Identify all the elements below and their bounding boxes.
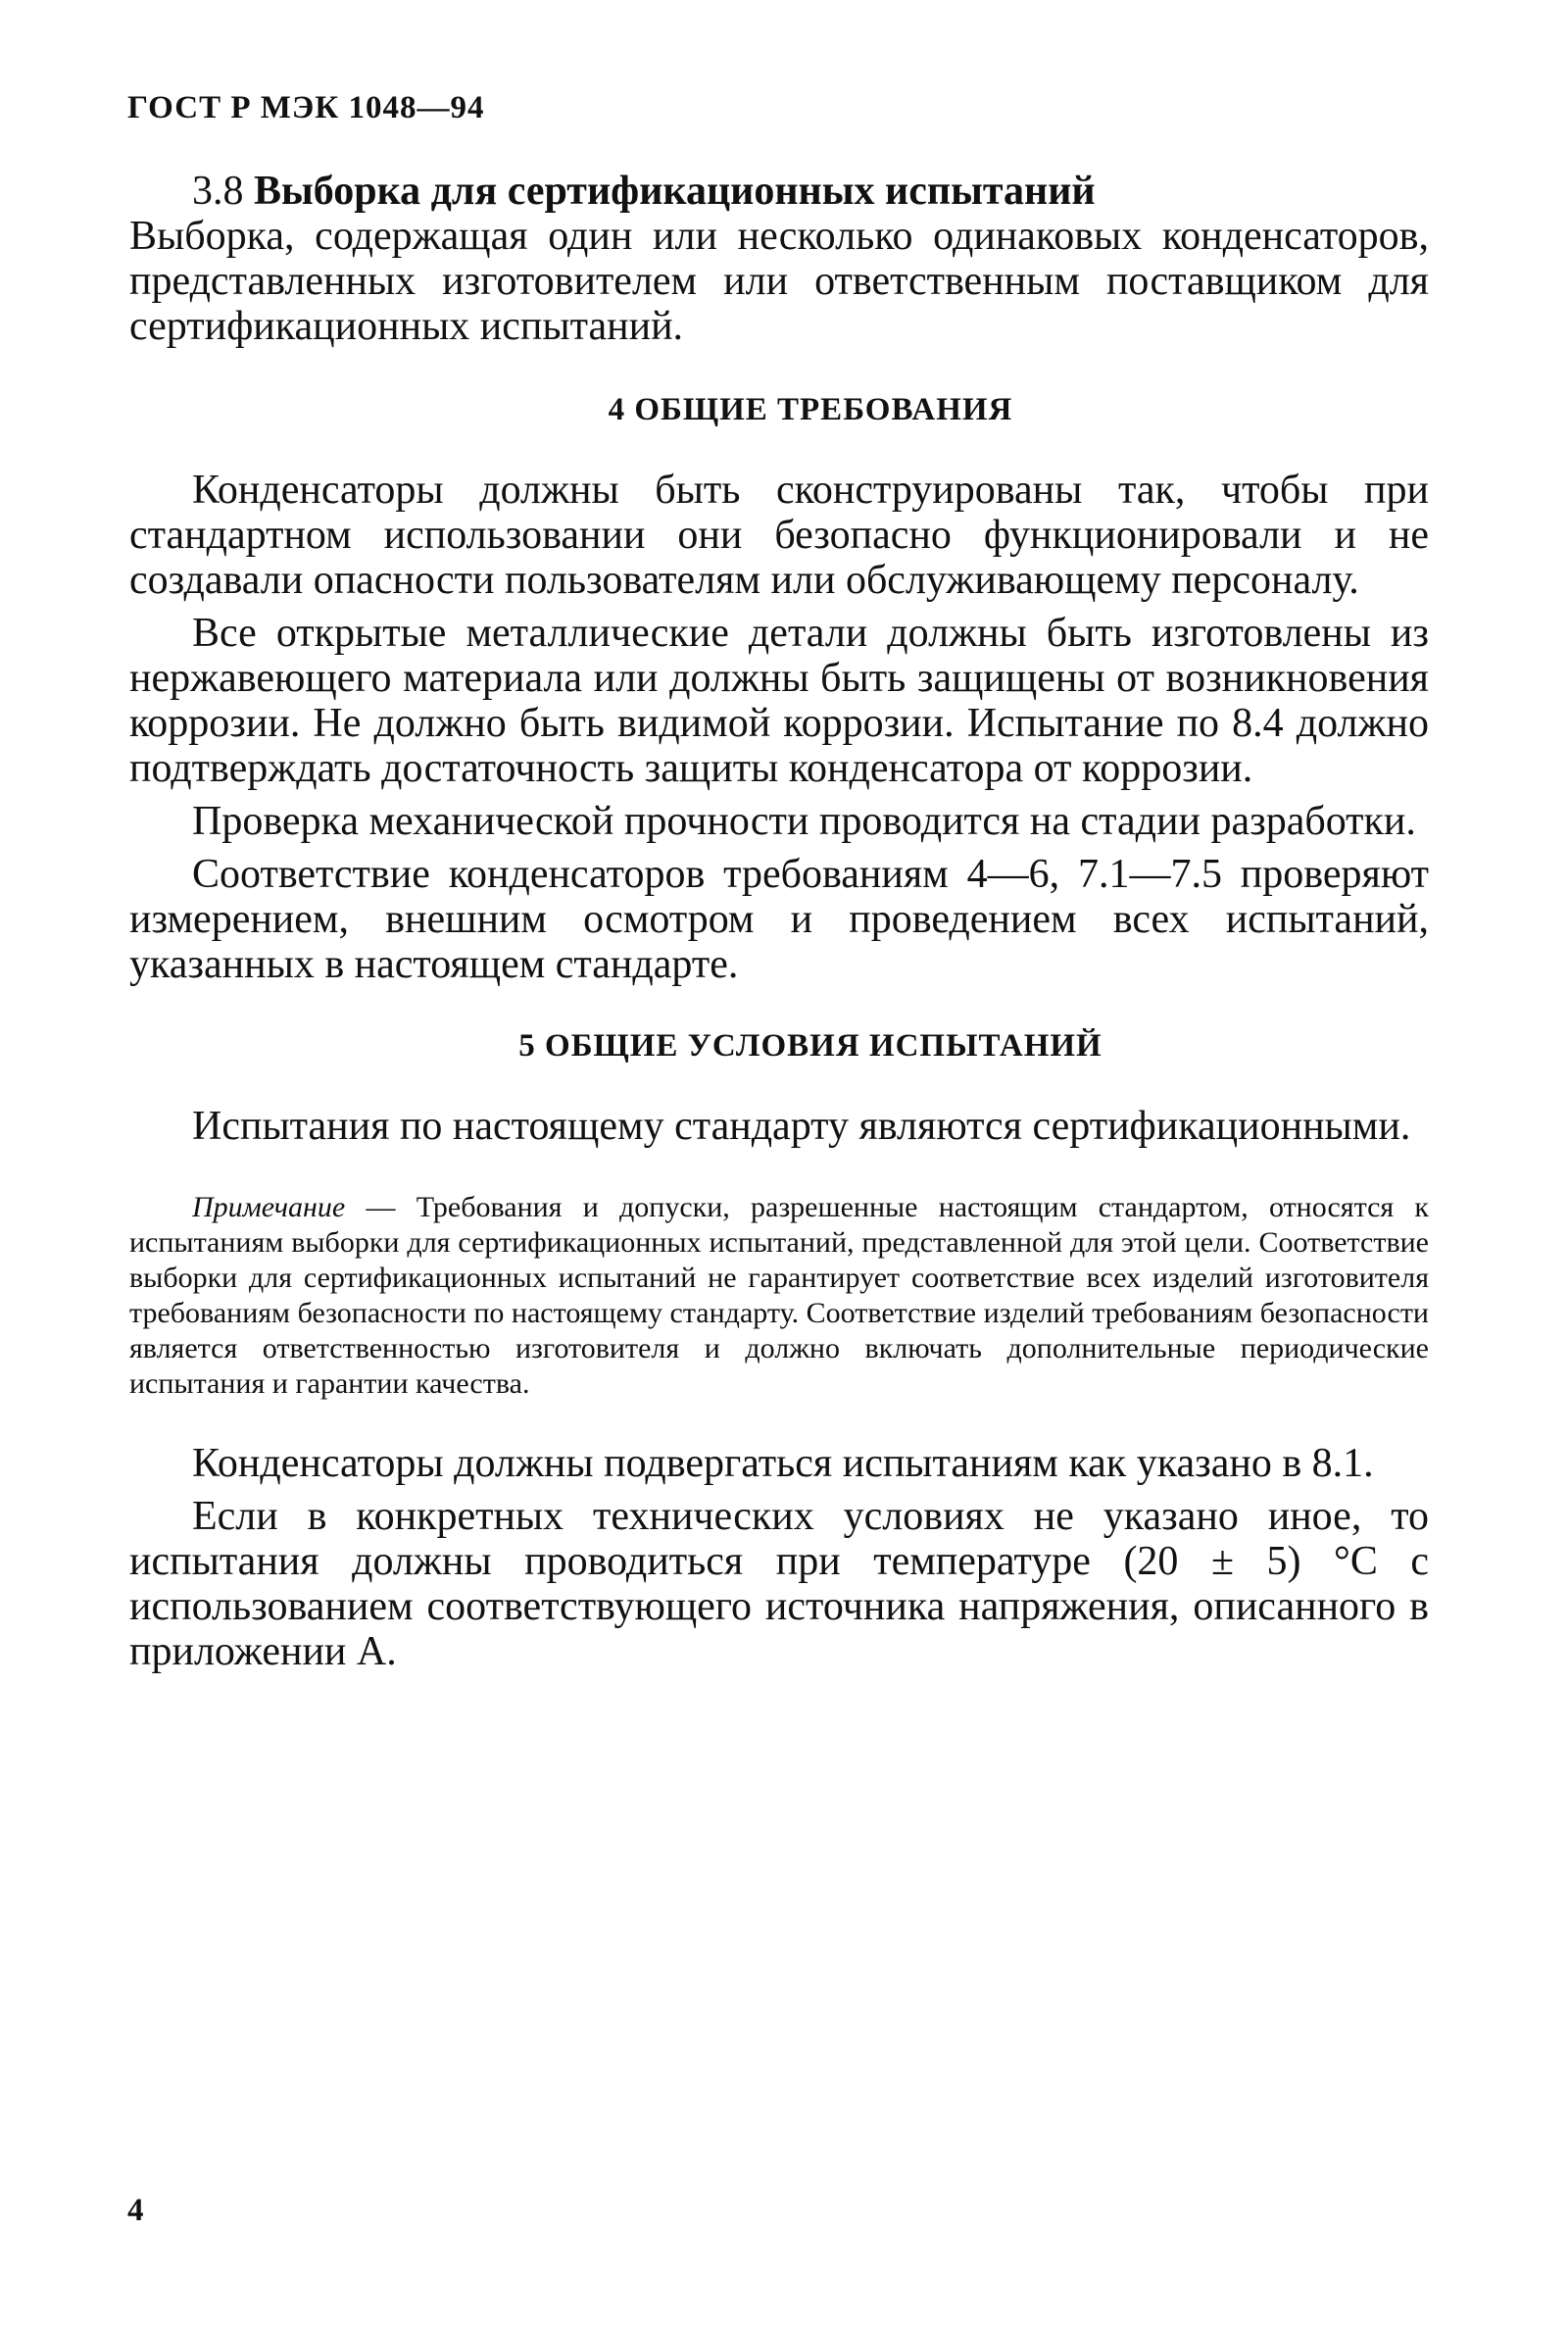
section-3-8 <box>129 169 1429 349</box>
section-4 <box>129 468 1429 987</box>
page-number: 4 <box>127 2193 144 2228</box>
section-5-note <box>129 1190 1429 1402</box>
section-5-intro: Испытания по настоящему стандарту являются сертификационными. <box>192 1104 1411 1149</box>
section-4-heading: 4 ОБЩИЕ ТРЕБОВАНИЯ <box>608 392 1013 427</box>
document-header: ГОСТ Р МЭК 1048—94 <box>127 90 485 125</box>
note-text: — Требования и допуски, разрешенные настоящим стандартом, относятся к испытаниям выборки для сертификационных испытаний, представленной для этой цели. Соответствие выборки для сертификационных испытаний не гарантирует соответствие всех изделий изготовителя требованиям безопасности по настоящему стандарту. Соответствие изделий требованиям безопасности является ответственностью изготовителя и должно включать дополнительные периодические испытания и гарантии качества. <box>129 1191 1429 1400</box>
section-4-paragraph-1: Конденсаторы должны быть сконструированы так, чтобы при стандартном использовании они безопасно функционировали и не создавали опасности пользователям или обслуживающему персоналу. <box>129 468 1429 603</box>
section-3-8-number: 3.8 <box>192 169 244 214</box>
section-3-8-title-line <box>192 169 1429 214</box>
note-label: Примечание <box>192 1191 346 1223</box>
document-body <box>129 169 1429 1674</box>
section-5-paragraph-2: Если в конкретных технических условиях не указано иное, то испытания должны проводиться при температуре (20 ± 5) °С с использованием соответствующего источника напряжения, описанного в приложении А. <box>129 1494 1429 1674</box>
section-3-8-text: Выборка, содержащая один или несколько одинаковых конденсаторов, представленных изготовителем или ответственным поставщиком для сертификационных испытаний. <box>129 214 1429 349</box>
section-5 <box>129 1104 1429 1674</box>
section-5-heading: 5 ОБЩИЕ УСЛОВИЯ ИСПЫТАНИЙ <box>518 1028 1102 1064</box>
section-5-paragraph-1: Конденсаторы должны подвергаться испытаниям как указано в 8.1. <box>192 1441 1374 1486</box>
section-4-paragraph-4: Соответствие конденсаторов требованиям 4—6, 7.1—7.5 проверяют измерением, внешним осмотром и проведением всех испытаний, указанных в настоящем стандарте. <box>129 852 1429 987</box>
section-4-paragraph-2: Все открытые металлические детали должны быть изготовлены из нержавеющего материала или должны быть защищены от возникновения коррозии. Не должно быть видимой коррозии. Испытание по 8.4 должно подтверждать достаточность защиты конденсатора от коррозии. <box>129 611 1429 791</box>
section-3-8-title: Выборка для сертификационных испытаний <box>254 169 1096 214</box>
section-4-paragraph-3: Проверка механической прочности проводится на стадии разработки. <box>192 799 1416 844</box>
